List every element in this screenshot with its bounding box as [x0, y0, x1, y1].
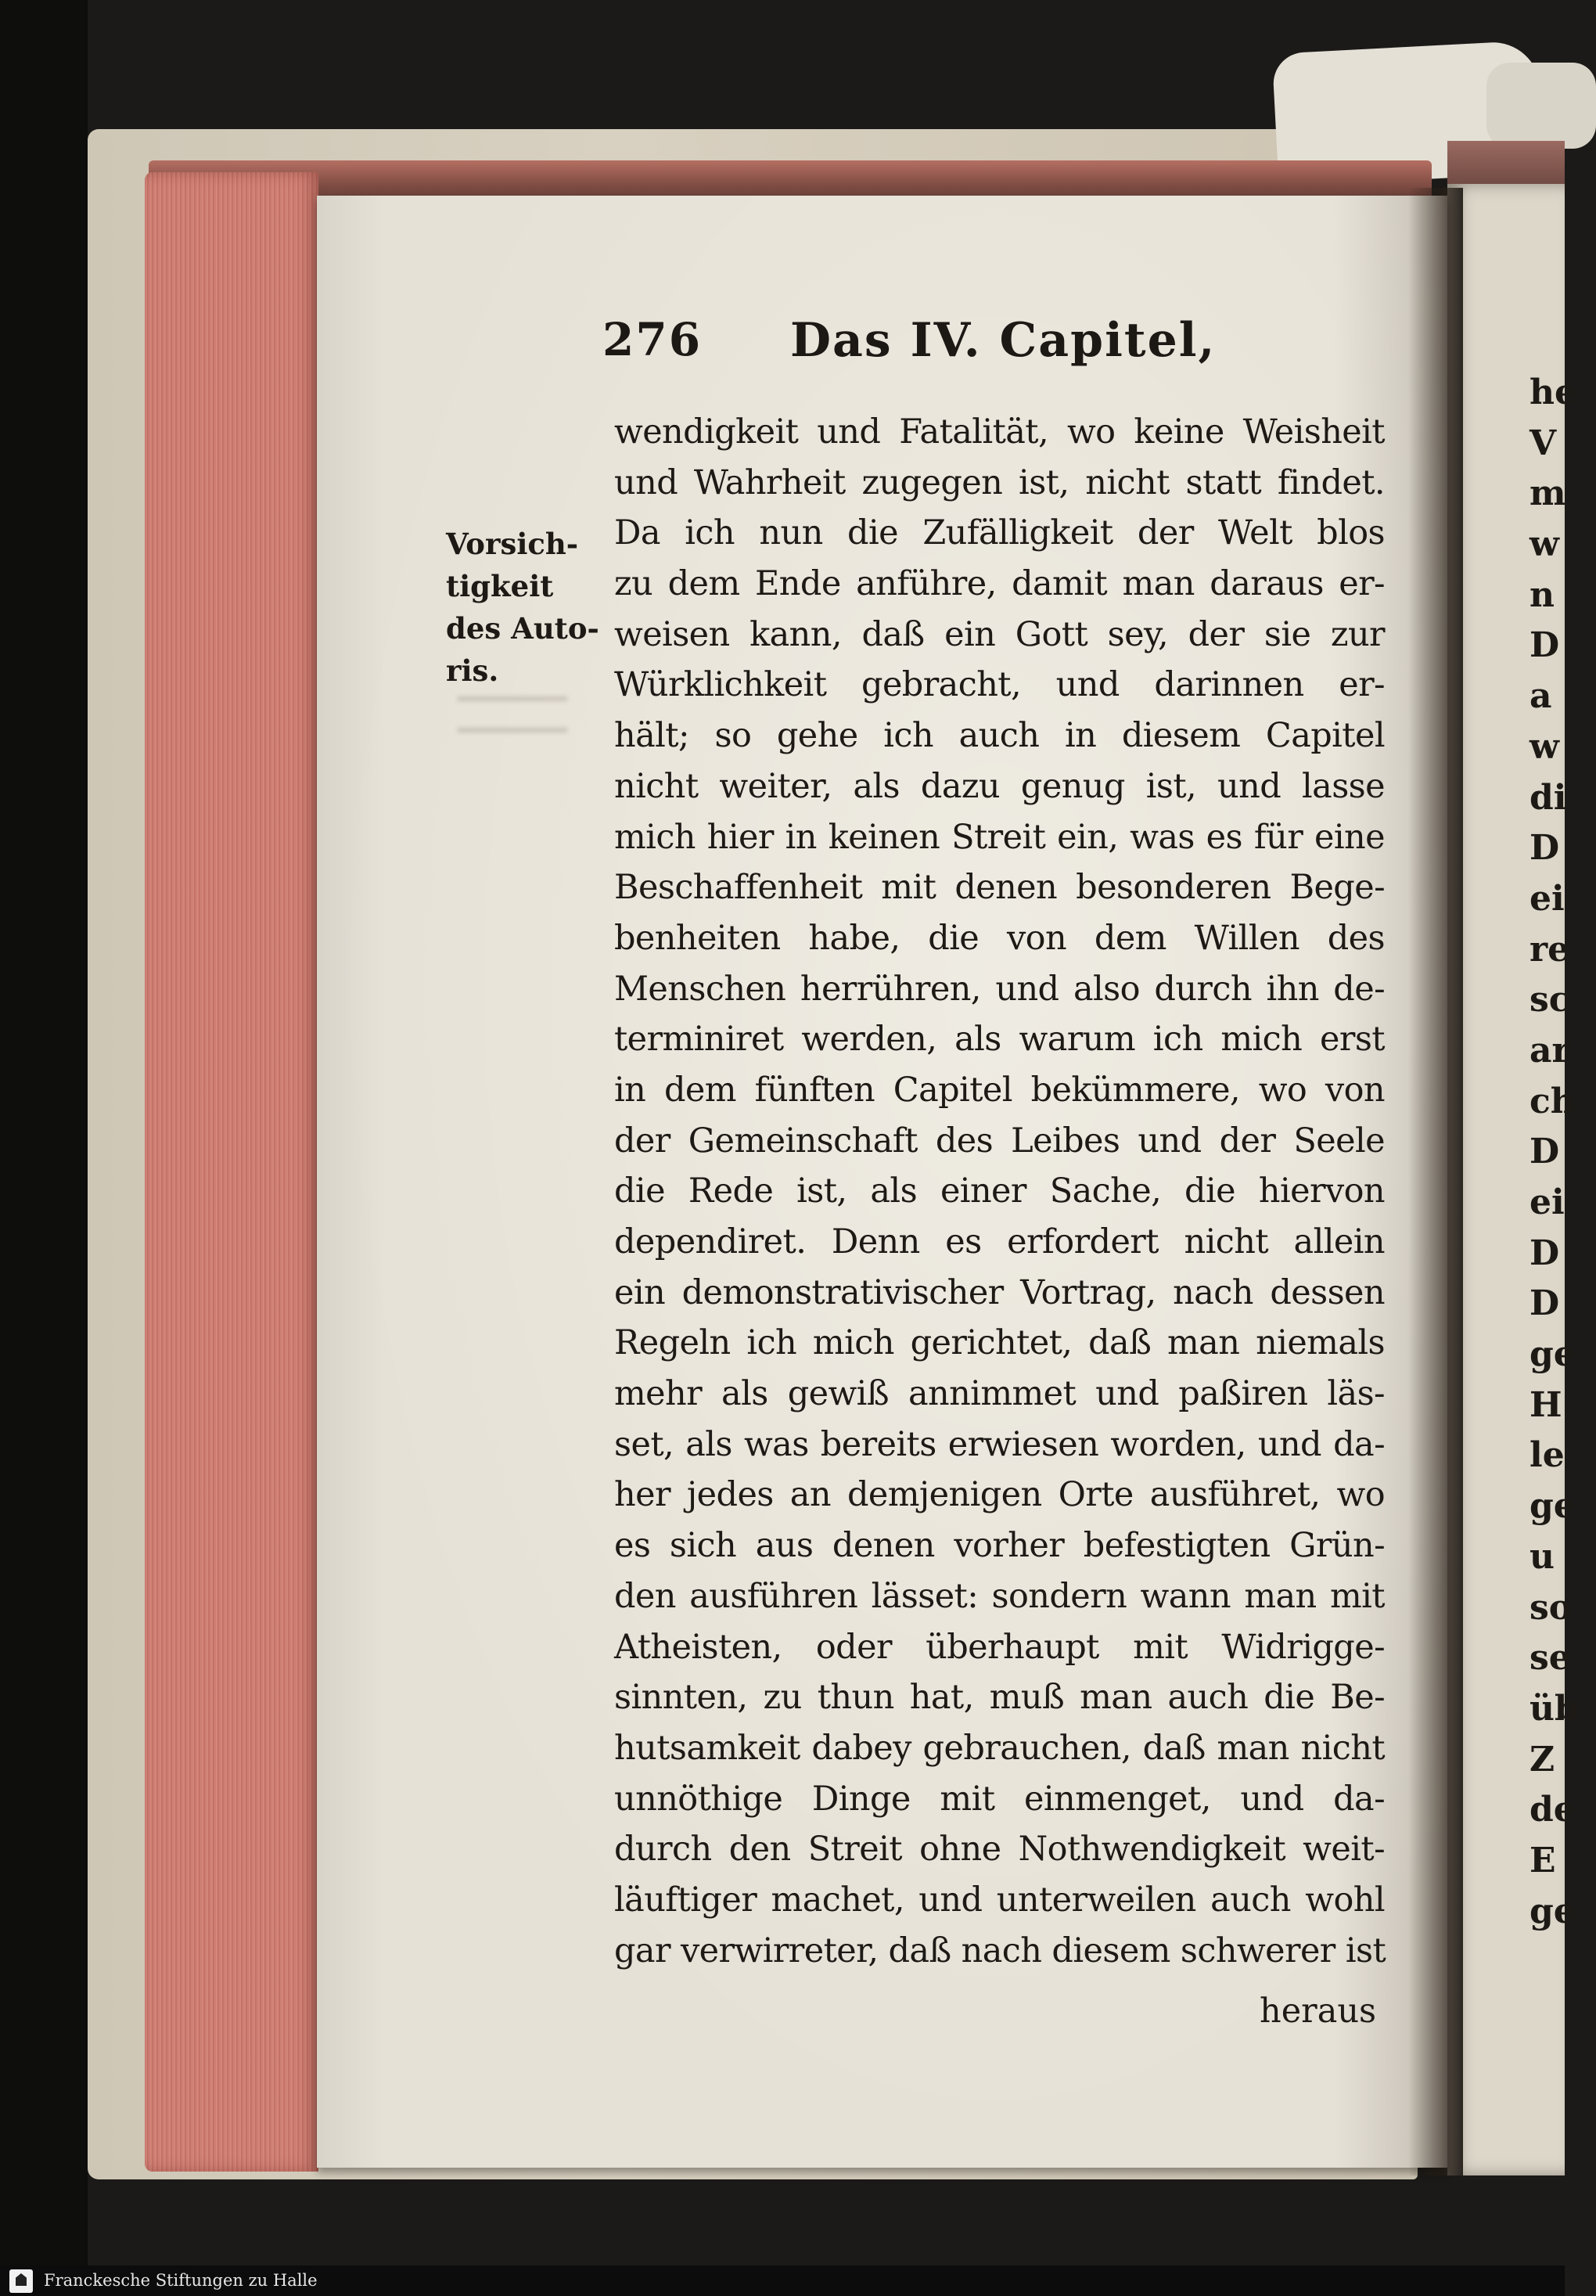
facing-page-fragment: ge — [1530, 1486, 1576, 1527]
text-line: benheiten habe, die von dem Willen des — [614, 918, 1385, 958]
text-line: in dem fünften Capitel bekümmere, wo von — [614, 1070, 1385, 1110]
text-line: durch den Streit ohne Nothwendigkeit weit- — [614, 1830, 1385, 1870]
text-line: unnöthige Dinge mit einmenget, und da- — [614, 1779, 1385, 1819]
facing-page-fragment: se — [1530, 1638, 1571, 1679]
text-line: hält; so gehe ich auch in diesem Capitel — [614, 716, 1385, 756]
body-text — [614, 407, 1385, 1976]
facing-page-fragment: D — [1530, 828, 1560, 869]
facing-page-fragment: D — [1530, 625, 1560, 666]
text-line: terminiret werden, als warum ich mich erst — [614, 1020, 1385, 1060]
text-line: wendigkeit und Fatalität, wo keine Weisheit — [614, 412, 1385, 452]
institution-logo-icon — [9, 2269, 33, 2293]
text-line: sinnten, zu thun hat, muß man auch die Be- — [614, 1678, 1385, 1718]
red-page-edge — [145, 172, 318, 2172]
facing-page-top-edge — [1447, 141, 1565, 188]
text-line: es sich aus denen vorher befestigten Grün- — [614, 1526, 1385, 1566]
text-line: set, als was bereits erwiesen worden, und da- — [614, 1424, 1385, 1464]
facing-page-fragment: u — [1530, 1536, 1555, 1577]
facing-page-text-fragments — [1530, 368, 1579, 1937]
text-line: her jedes an demjenigen Orte ausführet, wo — [614, 1475, 1385, 1515]
scanner-background — [0, 0, 88, 2265]
footer-bar — [0, 2265, 1565, 2296]
text-line: der Gemeinschaft des Leibes und der Seele — [614, 1121, 1385, 1161]
facing-page-fragment: D — [1530, 1132, 1560, 1172]
facing-page-fragment: üb — [1530, 1688, 1579, 1729]
facing-page-fragment: ch — [1530, 1081, 1576, 1121]
facing-page-fragment: so — [1530, 1587, 1573, 1628]
page-number: 276 — [602, 313, 703, 366]
facing-page-fragment: di — [1530, 777, 1567, 818]
facing-page-fragment: he — [1530, 372, 1576, 412]
marginal-note-line: tigkeit — [446, 569, 554, 603]
text-line: hutsamkeit dabey gebrauchen, daß man nicht — [614, 1728, 1385, 1768]
facing-page-fragment: w — [1530, 524, 1559, 565]
facing-page-fragment: n — [1530, 574, 1555, 615]
text-line: den ausführen lässet: sondern wann man mit — [614, 1576, 1385, 1616]
text-line: Da ich nun die Zufälligkeit der Welt blos — [614, 513, 1385, 553]
facing-page-fragment: H — [1530, 1384, 1562, 1425]
gutter-shadow — [1408, 188, 1463, 2175]
facing-page-fragment: ge — [1530, 1334, 1576, 1375]
facing-page-fragment: ei — [1530, 878, 1565, 919]
facing-page-fragment: ge — [1530, 1891, 1576, 1931]
footer-credit: Franckesche Stiftungen zu Halle — [44, 2271, 318, 2290]
facing-page-fragment: Z — [1530, 1739, 1555, 1780]
facing-page-fragment: w — [1530, 726, 1559, 767]
text-line: Atheisten, oder überhaupt mit Widrigge- — [614, 1627, 1385, 1667]
text-line: mehr als gewiß annimmet und paßiren läs- — [614, 1374, 1385, 1414]
text-line: gar verwirreter, daß nach diesem schwerer ist — [614, 1931, 1386, 1970]
paper-scrap-small — [1486, 63, 1596, 149]
bleed-through — [458, 696, 567, 759]
text-line: Würklichkeit gebracht, und darinnen er- — [614, 665, 1385, 705]
facing-page-fragment: E — [1530, 1840, 1556, 1880]
marginal-note-line: Vorsich- — [446, 527, 579, 561]
text-line: weisen kann, daß ein Gott sey, der sie zur — [614, 614, 1385, 654]
facing-page-fragment: ar — [1530, 1030, 1570, 1071]
text-line: läuftiger machet, und unterweilen auch wohl — [614, 1880, 1385, 1920]
page-header — [602, 313, 1385, 376]
text-line: und Wahrheit zugegen ist, nicht statt findet. — [614, 462, 1385, 502]
marginal-note-line: des Auto- — [446, 611, 599, 646]
text-line: Beschaffenheit mit denen besonderen Bege- — [614, 868, 1385, 908]
facing-page-fragment: D — [1530, 1233, 1560, 1273]
text-line: Regeln ich mich gerichtet, daß man niemals — [614, 1323, 1385, 1363]
text-line: nicht weiter, als dazu genug ist, und lasse — [614, 766, 1385, 806]
marginal-note-line: ris. — [446, 653, 499, 688]
facing-page-fragment: sc — [1530, 980, 1570, 1020]
text-line: die Rede ist, als einer Sache, die hiervon — [614, 1171, 1385, 1211]
facing-page-fragment: V — [1530, 423, 1557, 463]
running-head: Das IV. Capitel, — [790, 313, 1217, 368]
facing-page-fragment: D — [1530, 1283, 1560, 1324]
facing-page-fragment: m — [1530, 473, 1566, 514]
marginal-note — [446, 523, 602, 692]
facing-page-fragment: de — [1530, 1790, 1576, 1830]
catchword: heraus — [1260, 1992, 1377, 2031]
facing-page-fragment: ei — [1530, 1182, 1565, 1222]
facing-page-fragment: a — [1530, 676, 1552, 717]
text-line: mich hier in keinen Streit ein, was es für eine — [614, 817, 1385, 857]
text-line: dependiret. Denn es erfordert nicht allein — [614, 1222, 1385, 1261]
facing-page-fragment: re — [1530, 929, 1570, 970]
text-line: zu dem Ende anführe, damit man daraus er- — [614, 564, 1385, 604]
text-line: Menschen herrühren, und also durch ihn de- — [614, 969, 1385, 1009]
text-line: ein demonstrativischer Vortrag, nach dessen — [614, 1272, 1385, 1312]
facing-page-fragment: le — [1530, 1435, 1565, 1476]
